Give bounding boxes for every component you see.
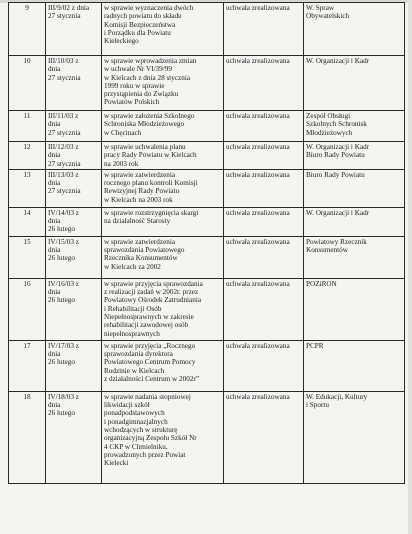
signature-line: dnia — [48, 65, 61, 74]
signature-line: III/10/03 z — [48, 57, 79, 65]
row-number-cell — [9, 111, 46, 142]
subject-line: i ponadgimnazjalnych — [104, 417, 168, 426]
status-cell — [224, 3, 304, 56]
signature-line: 26 lutego — [48, 296, 75, 305]
subject-line: w sprawie rozstrzygnięcia skargi — [104, 208, 199, 217]
subject-line: na 2003 rok — [104, 159, 139, 168]
unit-line: Obywatelskich — [306, 12, 350, 21]
status-cell — [224, 56, 304, 111]
row-number-cell — [9, 340, 46, 391]
signature-line: dnia — [48, 288, 61, 297]
subject-line: w sprawie wprowadzenia zmian — [104, 57, 197, 65]
signature-line: dnia — [48, 120, 61, 129]
status-text: uchwała zrealizowana — [226, 112, 290, 120]
subject-cell — [102, 278, 224, 340]
subject-line: w sprawie uchwalenia planu — [104, 143, 186, 151]
unit-line: POZiRON — [306, 279, 337, 288]
signature-line: 26 lutego — [48, 358, 75, 367]
unit-line: PCPR — [306, 341, 324, 350]
table-row — [9, 236, 405, 278]
subject-line: z działalności Centrum w 2002r” — [104, 375, 200, 384]
row-number: 14 — [23, 208, 31, 217]
unit-cell — [304, 3, 405, 56]
subject-line: pracy Rady Powiatu w Kielcach — [104, 151, 197, 160]
signature-line: dnia — [48, 151, 61, 160]
subject-line: 1999 roku w sprawie — [104, 81, 165, 90]
signature-cell — [46, 111, 102, 142]
status-text: uchwała zrealizowana — [226, 143, 290, 151]
subject-cell — [102, 340, 224, 391]
status-cell — [224, 207, 304, 236]
status-text: uchwała zrealizowana — [226, 341, 290, 350]
subject-line: na działalność Starosty — [104, 217, 171, 226]
subject-line: sprawozdania Powiatowego — [104, 246, 185, 255]
signature-line: 26 lutego — [48, 409, 75, 418]
subject-cell — [102, 56, 224, 111]
subject-line: Kielecki — [104, 459, 129, 468]
subject-line: w sprawie przyjęcia sprawozdania — [104, 279, 203, 288]
unit-cell — [304, 391, 405, 483]
signature-line: 26 lutego — [48, 254, 75, 263]
resolutions-table-body — [9, 3, 405, 484]
signature-cell — [46, 340, 102, 391]
unit-line: W. Edukacji, Kultury — [306, 392, 368, 401]
unit-line: Biuro Rady Powiatu — [306, 170, 365, 179]
unit-line: Szkolnych Schronisk — [306, 120, 367, 129]
status-cell — [224, 340, 304, 391]
unit-line: W. Organizacji i Kadr — [306, 208, 370, 217]
unit-cell — [304, 207, 405, 236]
subject-line: w sprawie wyznaczenia dwóch — [104, 4, 194, 12]
subject-line: w uchwale Nr VI/39/99 — [104, 65, 172, 74]
status-text: uchwała zrealizowana — [226, 57, 290, 65]
signature-line: IV/15/03 z — [48, 237, 79, 246]
subject-cell — [102, 142, 224, 170]
unit-cell — [304, 169, 405, 207]
subject-line: w Chęcinach — [104, 128, 142, 137]
subject-line: Komisji Bezpieczeństwa — [104, 20, 176, 29]
row-number-cell — [9, 391, 46, 483]
signature-cell — [46, 278, 102, 340]
row-number: 13 — [23, 170, 31, 179]
subject-line: wchodzących w strukturę — [104, 426, 178, 435]
unit-cell — [304, 111, 405, 142]
signature-line: dnia — [48, 246, 61, 255]
signature-line: 27 stycznia — [48, 159, 81, 168]
status-text: uchwała zrealizowana — [226, 4, 290, 12]
subject-line: organizacyjną Zespołu Szkół Nr — [104, 434, 197, 443]
signature-line: IV/18/03 z — [48, 392, 79, 401]
unit-line: Powiatowy Rzecznik — [306, 237, 367, 246]
subject-line: likwidacji szkół — [104, 401, 150, 410]
row-number: 15 — [23, 237, 31, 246]
signature-line: 26 lutego — [48, 225, 75, 234]
signature-line: IV/14/03 z — [48, 208, 79, 217]
unit-cell — [304, 236, 405, 278]
unit-line: W. Organizacji i Kadr — [306, 57, 370, 65]
unit-line: Biuro Rady Powiatu — [306, 151, 365, 160]
row-number: 10 — [23, 57, 31, 65]
signature-line: dnia — [48, 350, 61, 359]
unit-line: Konsumentów — [306, 246, 348, 255]
signature-cell — [46, 207, 102, 236]
subject-line: ponadpodstawowych — [104, 409, 165, 418]
status-text: uchwała zrealizowana — [226, 170, 290, 179]
status-text: uchwała zrealizowana — [226, 392, 290, 401]
subject-line: Kieleckiego — [104, 37, 139, 46]
status-cell — [224, 111, 304, 142]
subject-cell — [102, 207, 224, 236]
subject-line: Rodzinie w Kielcach — [104, 366, 165, 375]
row-number: 12 — [23, 143, 31, 151]
subject-line: Powiatowy Ośrodek Zatrudniania — [104, 296, 202, 305]
status-cell — [224, 278, 304, 340]
row-number-cell — [9, 236, 46, 278]
subject-line: sprawozdania dyrektora — [104, 350, 173, 359]
signature-line: 27 stycznia — [48, 128, 81, 137]
unit-cell — [304, 340, 405, 391]
subject-line: niepełnosprawnych — [104, 329, 160, 338]
signature-line: 27 stycznia — [48, 187, 81, 196]
subject-cell — [102, 169, 224, 207]
subject-line: radnych powiatu do składu — [104, 12, 182, 21]
signature-line: dnia — [48, 217, 61, 226]
subject-line: i Rehabilitacji Osób — [104, 304, 162, 313]
status-text: uchwała zrealizowana — [226, 237, 290, 246]
subject-line: w Kielcach za 2002 — [104, 262, 161, 271]
unit-cell — [304, 278, 405, 340]
signature-line: III/11/03 z — [48, 112, 79, 120]
row-number-cell — [9, 56, 46, 111]
signature-cell — [46, 169, 102, 207]
subject-line: w sprawie zatwierdzenia — [104, 237, 176, 246]
subject-line: Rewizyjnej Rady Powiatu — [104, 187, 180, 196]
unit-cell — [304, 56, 405, 111]
subject-line: w sprawie nadania stopniowej — [104, 392, 191, 401]
table-row — [9, 3, 405, 56]
signature-cell — [46, 3, 102, 56]
subject-line: Powiatowego Centrum Pomocy — [104, 358, 196, 367]
signature-line: dnia — [48, 401, 61, 410]
table-row — [9, 56, 405, 111]
signature-line: III/13/03 z — [48, 170, 79, 179]
status-cell — [224, 169, 304, 207]
signature-line: 27 stycznia — [48, 73, 81, 82]
subject-line: Powiatów Polskich — [104, 98, 160, 107]
signature-line: III/12/03 z — [48, 143, 79, 151]
subject-line: rocznego planu kontroli Komisji — [104, 179, 198, 188]
row-number: 11 — [23, 112, 31, 120]
table-row — [9, 142, 405, 170]
signature-line: IV/17/03 z — [48, 341, 79, 350]
signature-cell — [46, 236, 102, 278]
signature-line: III/9/02 z dnia — [48, 4, 90, 12]
signature-line: 27 stycznia — [48, 12, 81, 21]
subject-line: przystąpienia do Związku — [104, 90, 179, 99]
status-cell — [224, 391, 304, 483]
row-number: 18 — [23, 392, 31, 401]
status-text: uchwała zrealizowana — [226, 279, 290, 288]
row-number: 17 — [23, 341, 31, 350]
row-number: 9 — [25, 4, 29, 12]
subject-line: w sprawie przyjęcia „Rocznego — [104, 341, 196, 350]
subject-cell — [102, 111, 224, 142]
table-row — [9, 169, 405, 207]
subject-cell — [102, 391, 224, 483]
resolutions-table — [8, 2, 405, 484]
unit-line: Zespół Obsługi — [306, 112, 351, 120]
subject-line: Niepełnosprawnych w zakresie — [104, 313, 194, 322]
subject-line: w Kielcach na 2003 rok — [104, 195, 173, 204]
subject-line: i Porządku dla Powiatu — [104, 28, 171, 37]
subject-line: w sprawie zatwierdzenia — [104, 170, 176, 179]
table-row — [9, 207, 405, 236]
row-number-cell — [9, 169, 46, 207]
table-row — [9, 340, 405, 391]
unit-line: Młodzieżowych — [306, 128, 353, 137]
subject-line: z realizacji zadań w 2002r. przez — [104, 288, 199, 297]
subject-cell — [102, 236, 224, 278]
status-cell — [224, 236, 304, 278]
row-number-cell — [9, 278, 46, 340]
signature-cell — [46, 142, 102, 170]
subject-line: w Kielcach z dnia 28 stycznia — [104, 73, 191, 82]
unit-cell — [304, 142, 405, 170]
signature-line: IV/16/03 z — [48, 279, 79, 288]
unit-line: i Sportu — [306, 401, 329, 410]
signature-line: dnia — [48, 179, 61, 188]
subject-line: rehabilitacji zawodowej osób — [104, 321, 189, 330]
signature-cell — [46, 56, 102, 111]
subject-line: Schroniska Młodzieżowego — [104, 120, 185, 129]
scan-edge-right — [408, 0, 412, 534]
table-row — [9, 111, 405, 142]
row-number-cell — [9, 142, 46, 170]
subject-line: prowadzonych przez Powiat — [104, 450, 186, 459]
subject-line: Rzecznika Konsumentów — [104, 254, 178, 263]
signature-cell — [46, 391, 102, 483]
unit-line: W. Spraw — [306, 4, 335, 12]
subject-line: 4 CKP w Chmielniku, — [104, 442, 168, 451]
status-cell — [224, 142, 304, 170]
row-number-cell — [9, 3, 46, 56]
subject-line: w sprawie założenia Szkolnego — [104, 112, 195, 120]
subject-cell — [102, 3, 224, 56]
status-text: uchwała zrealizowana — [226, 208, 290, 217]
row-number-cell — [9, 207, 46, 236]
unit-line: W. Organizacji i Kadr — [306, 143, 370, 151]
table-row — [9, 278, 405, 340]
row-number: 16 — [23, 279, 31, 288]
table-row — [9, 391, 405, 483]
